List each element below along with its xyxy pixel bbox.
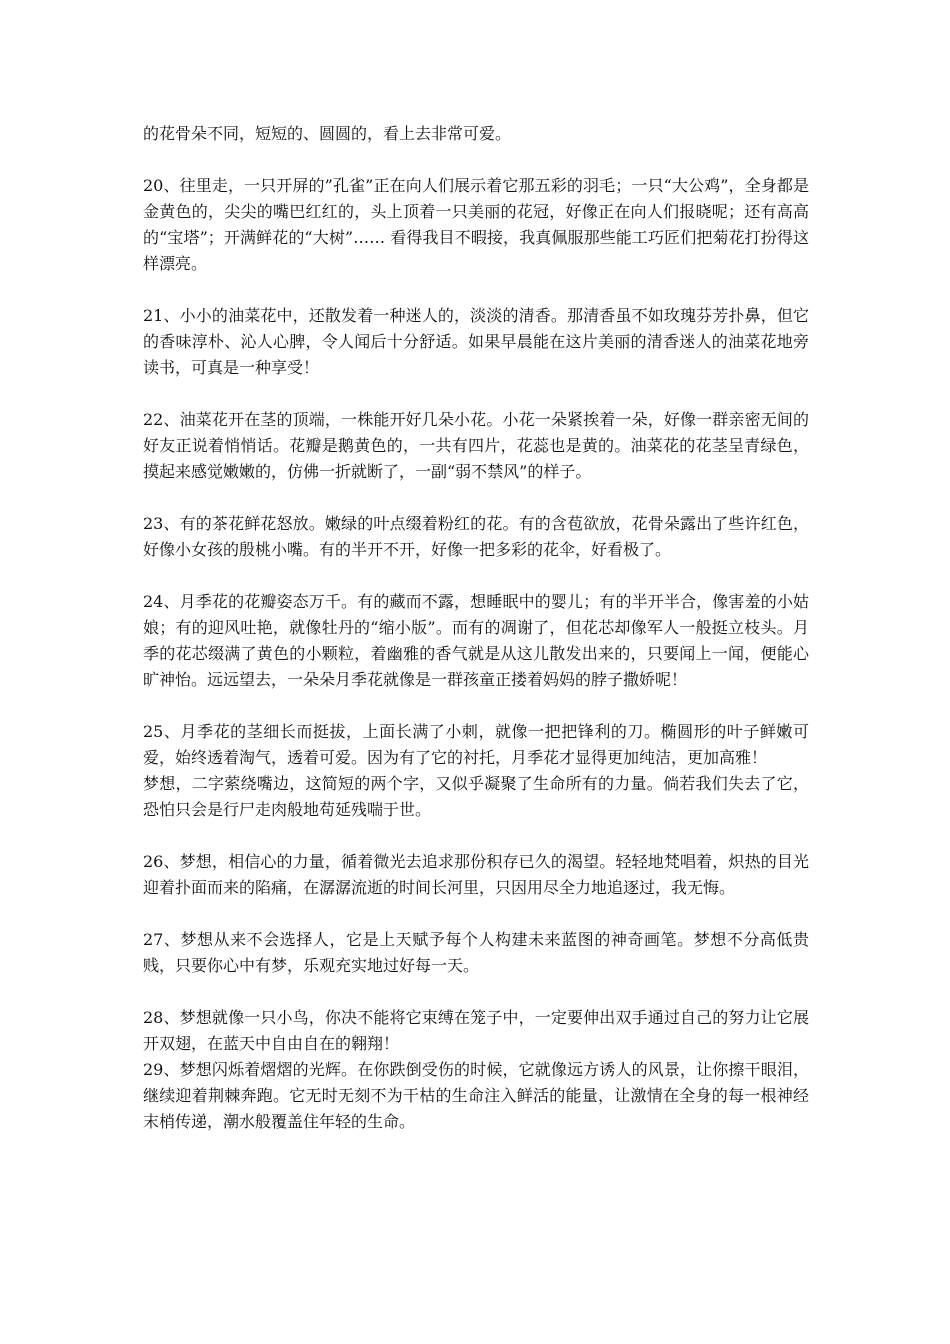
paragraph-20: 20、往里走，一只开屏的”孔雀”正在向人们展示着它那五彩的羽毛；一只“大公鸡”，全身都是金黄色的，尖尖的嘴巴红红的，头上顶着一只美丽的花冠，好像正在向人们报晓呢；还有高高的“宝塔”；开满鲜花的“大树”…… 看得我目不暇接，我真佩服那些能工巧匠们把菊花打扮得这样漂亮。 <box>143 176 809 273</box>
paragraph-22: 22、油菜花开在茎的顶端，一株能开好几朵小花。小花一朵紧挨着一朵，好像一群亲密无间的好友正说着悄悄话。花瓣是鹅黄色的，一共有四片，花蕊也是黄的。油菜花的花茎呈青绿色，摸起来感觉嫩嫩的，仿佛一折就断了，一副“弱不禁风”的样子。 <box>143 410 809 481</box>
paragraph-27: 27、梦想从来不会选择人，它是上天赋予每个人构建未来蓝图的神奇画笔。梦想不分高低贵贱，只要你心中有梦，乐观充实地过好每一天。 <box>143 930 809 975</box>
paragraph-28: 28、梦想就像一只小鸟，你决不能将它束缚在笼子中，一定要伸出双手通过自己的努力让它展开双翅，在蓝天中自由自在的翱翔！ <box>143 1008 809 1053</box>
paragraph-23: 23、有的茶花鲜花怒放。嫩绿的叶点缀着粉红的花。有的含苞欲放，花骨朵露出了些许红色，好像小女孩的殷桃小嘴。有的半开不开，好像一把多彩的花伞，好看极了。 <box>143 514 809 559</box>
paragraph-24: 24、月季花的花瓣姿态万千。有的藏而不露，想睡眠中的婴儿；有的半开半合，像害羞的小姑娘；有的迎风吐艳，就像牡丹的“缩小版”。而有的凋谢了，但花芯却像军人一般挺立枝头。月季的花芯缀满了黄色的小颗粒，着幽雅的香气就是从这儿散发出来的，只要闻上一闻，便能心旷神怡。远远望去，一朵朵月季花就像是一群孩童正搂着妈妈的脖子撒娇呢！ <box>143 592 809 689</box>
document-body <box>143 121 809 1135</box>
paragraph-21: 21、小小的油菜花中，还散发着一种迷人的，淡淡的清香。那清香虽不如玫瑰芬芳扑鼻，但它的香味淳朴、沁人心脾，令人闻后十分舒适。如果早晨能在这片美丽的清香迷人的油菜花地旁读书，可真是一种享受！ <box>143 306 809 377</box>
paragraph-29: 29、梦想闪烁着熠熠的光辉。在你跌倒受伤的时候，它就像远方诱人的风景，让你擦干眼泪，继续迎着荆棘奔跑。它无时无刻不为干枯的生命注入鲜活的能量，让激情在全身的每一根神经末梢传递，潮水般覆盖住年轻的生命。 <box>143 1060 809 1131</box>
paragraph-25: 25、月季花的茎细长而挺拔，上面长满了小刺，就像一把把锋利的刀。椭圆形的叶子鲜嫩可爱，始终透着淘气，透着可爱。因为有了它的衬托，月季花才显得更加纯洁，更加高雅！ <box>143 722 809 767</box>
paragraph-26: 26、梦想，相信心的力量，循着微光去追求那份积存已久的渴望。轻轻地梵唱着，炽热的目光迎着扑面而来的陷痛，在潺潺流逝的时间长河里，只因用尽全力地追逐过，我无悔。 <box>143 852 809 897</box>
paragraph-dream-intro: 梦想，二字萦绕嘴边，这简短的两个字，又似乎凝聚了生命所有的力量。倘若我们失去了它，恐怕只会是行尸走肉般地苟延残喘于世。 <box>143 774 809 819</box>
paragraph-continuation: 的花骨朵不同，短短的、圆圆的，看上去非常可爱。 <box>143 124 512 143</box>
